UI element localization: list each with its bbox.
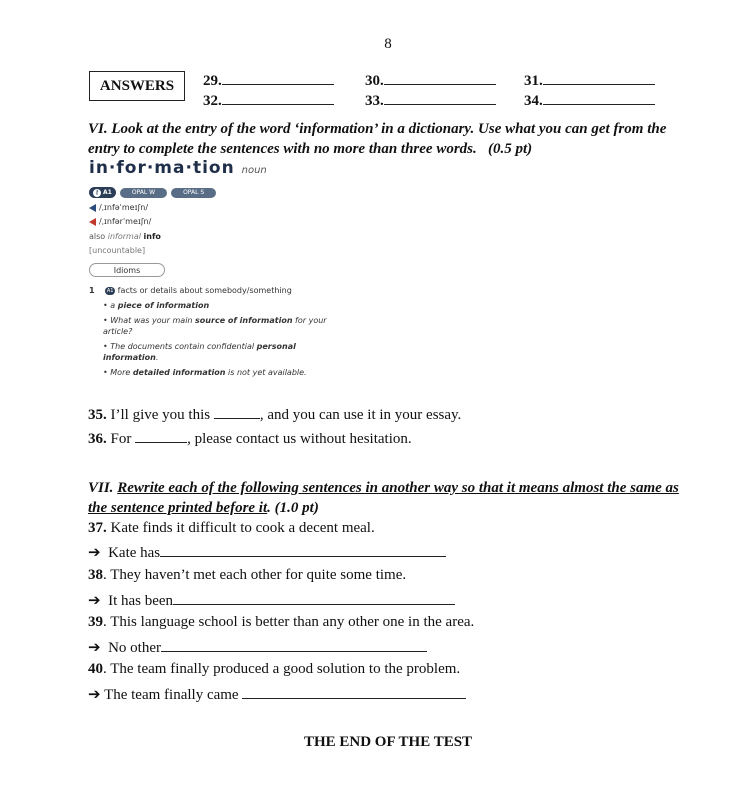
answer-blank-30[interactable]: 30. [365,72,496,90]
opal-s-badge: OPAL S [171,188,216,198]
item-40-sentence: 40. The team finally produced a good solution to the problem. [88,661,461,677]
arrow-icon: ➔ [88,687,101,703]
item-37-sentence: 37. Kate finds it difficult to cook a decent meal. [88,520,375,536]
key-icon: ⚷ [94,189,100,196]
headword: in·for·ma·tion noun [89,158,267,178]
item-38-sentence: 38. They haven’t met each other for quite some time. [88,567,407,583]
speaker-icon-uk[interactable] [89,204,96,212]
idioms-button[interactable]: Idioms [89,263,165,277]
example-4: • More detailed information is not yet available. [103,368,307,377]
example-2: • What was your main source of information for your article? [103,316,327,336]
answer-blank-31[interactable]: 31. [524,72,655,90]
pronunciation-uk: /ˌɪnfəˈmeɪʃn/ [89,203,349,212]
item-37-rewrite: ➔ Kate has [88,543,446,562]
arrow-icon: ➔ [88,640,101,656]
answer-blank-29[interactable]: 29. [203,72,334,90]
item-40-rewrite: ➔ The team finally came [88,685,466,704]
variant-form: also informal info [89,232,161,241]
section-6-points: (0.5 pt) [488,141,533,157]
grammar-label: [uncountable] [89,246,146,255]
sense-definition: facts or details about somebody/something [117,286,292,295]
sense-level-badge: A1 [106,287,114,294]
part-of-speech: noun [241,165,267,176]
section-7-title: VII. Rewrite each of the following sentences in another way so that it means almost the same as the sentence printed before it. (1.0 pt) [88,480,679,516]
dictionary-entry [89,158,349,378]
answer-blank-33[interactable]: 33. [365,92,496,110]
arrow-icon: ➔ [88,593,101,609]
page-number: 8 [384,36,392,52]
answers-label: ANSWERS [89,71,185,101]
example-list [103,300,349,378]
item-38-rewrite: ➔ It has been [88,591,455,610]
question-35: 35. I’ll give you this , and you can use it in your essay. [88,407,462,423]
sense-1: 1 A1 facts or details about somebody/something [89,286,292,295]
rewrite-blank-38[interactable] [173,592,455,605]
blank-36[interactable] [135,430,187,443]
rewrite-blank-37[interactable] [160,544,446,557]
rewrite-blank-40[interactable] [242,686,466,699]
item-39-sentence: 39. This language school is better than any other one in the area. [88,614,475,630]
section-6-title: VI. Look at the entry of the word ‘information’ in a dictionary. Use what you can get from the entry to complete the sentences with no more than three words. (0.5 pt) [88,121,667,157]
question-36: 36. For , please contact us without hesitation. [88,431,412,447]
item-39-rewrite: ➔ No other [88,638,427,657]
answer-blank-34[interactable]: 34. [524,92,655,110]
end-of-test: THE END OF THE TEST [303,734,473,750]
opal-w-badge: OPAL W [120,188,167,198]
example-1: • a piece of information [103,301,210,310]
speaker-icon-us[interactable] [89,218,96,226]
pronunciation-us: /ˌɪnfərˈmeɪʃn/ [89,217,349,226]
example-3: • The documents contain confidential personal information. [103,342,296,362]
answer-blank-32[interactable]: 32. [203,92,334,110]
oxford-level-badge: ⚷ A1 [89,187,116,198]
arrow-icon: ➔ [88,545,101,561]
blank-35[interactable] [214,406,260,419]
rewrite-blank-39[interactable] [161,639,427,652]
